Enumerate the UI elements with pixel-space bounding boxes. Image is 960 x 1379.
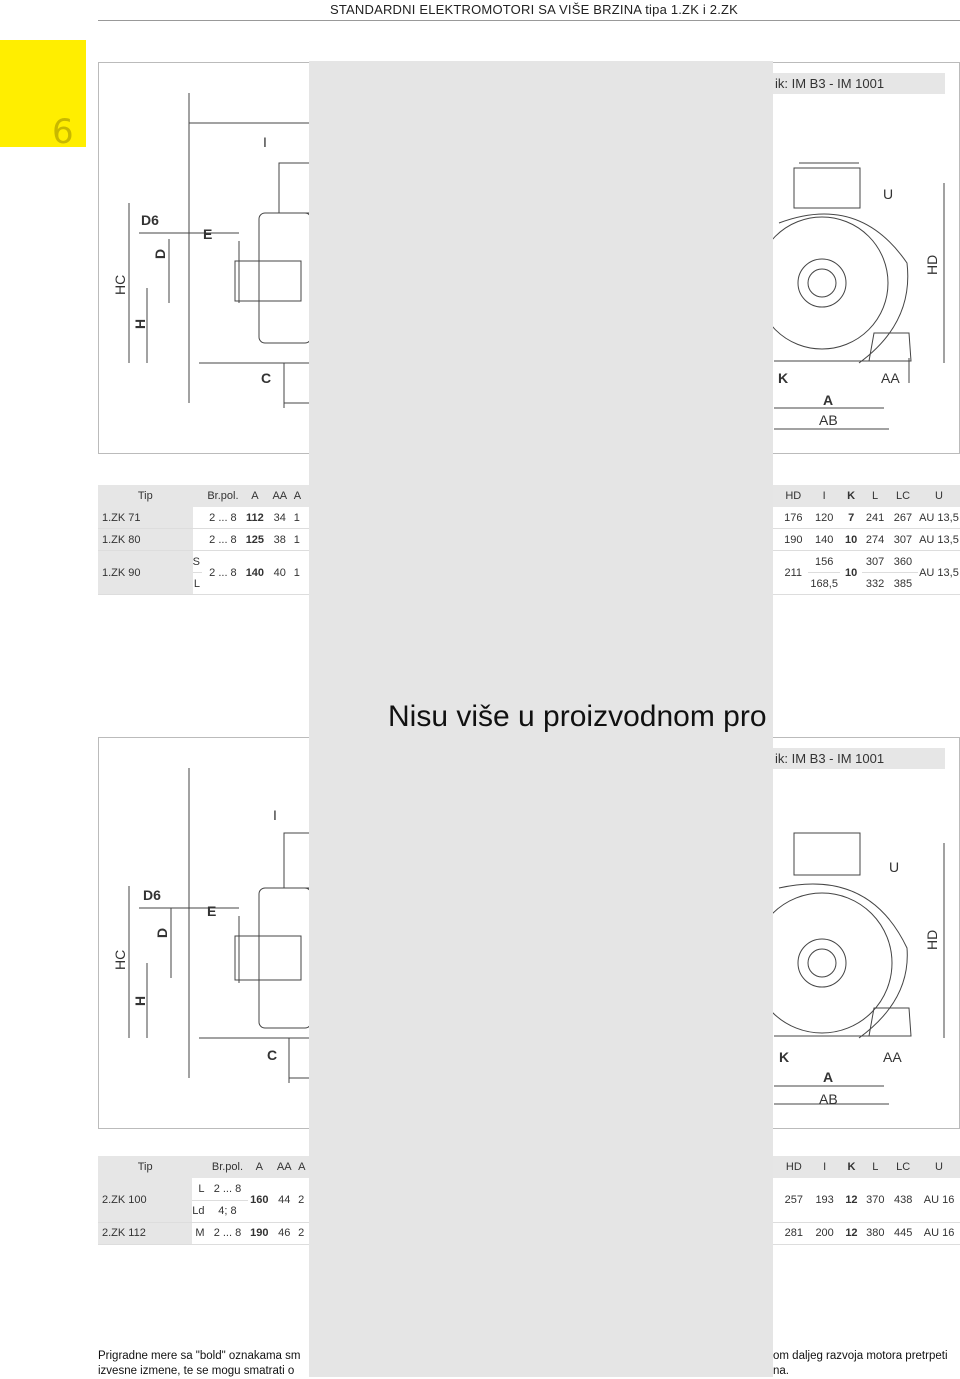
dim-HC: HC [112,274,128,295]
table-row: 1.ZK 71 2 ... 8 112 34 1 176 120 7 241 267 AU 13,5 [98,507,960,529]
dim-C: C [261,370,272,386]
dim-D6: D6 [143,887,161,903]
dim-AA: AA [881,370,900,386]
col-brpol: Br.pol. [202,485,244,507]
section-tab [0,40,86,152]
table-row: Ld 4; 8 [98,1200,960,1222]
col-a: A [244,485,266,507]
footer-left-line-1: Prigradne mere sa "bold" oznakama sm [98,1350,301,1362]
col-i: I [808,485,840,507]
dim-H: H [132,318,148,329]
col-lc: LC [888,485,918,507]
dim-I: I [273,807,277,823]
dim-I: I [263,134,267,150]
dim-U: U [883,186,894,202]
dim-HD: HD [924,254,940,275]
dim-AB: AB [819,412,838,428]
dim-E: E [207,903,217,919]
table-row: L 168,5 332 385 [98,573,960,595]
col-u: U [918,485,960,507]
dim-K: K [779,1049,790,1065]
col-frag: A [294,485,314,507]
footer-left-line-2: izvesne izmene, te se mogu smatrati o [98,1365,295,1377]
dim-U: U [889,859,900,875]
dim-AB: AB [819,1091,838,1107]
col-k: K [840,485,862,507]
footer-right-line-2: na. [773,1365,789,1377]
section-number: 6 [52,112,74,152]
mounting-band-2: ik: IM B3 - IM 1001 [771,748,945,769]
dim-D: D [154,927,170,938]
table-header-row: Tip Br.pol. A AA A HD I K L LC U [98,1156,960,1178]
dim-HC: HC [112,949,128,970]
dim-E: E [203,226,213,242]
dim-C: C [267,1047,278,1063]
col-hd: HD [778,485,808,507]
col-aa: AA [266,485,294,507]
dim-H: H [132,995,148,1006]
table-row: 1.ZK 90 S 2 ... 8 140 40 1 211 156 10 307 360 AU 13,5 [98,551,960,573]
dim-D: D [152,248,168,259]
page-header-title: STANDARDNI ELEKTROMOTORI SA VIŠE BRZINA tipa 1.ZK i 2.ZK [330,2,739,17]
col-l: L [862,485,888,507]
dim-HD: HD [924,929,940,950]
table-row: 1.ZK 80 2 ... 8 125 38 1 190 140 10 274 307 AU 13,5 [98,529,960,551]
header-rule [98,20,960,21]
col-tip: Tip [98,485,193,507]
dim-A: A [823,392,834,408]
footer-right-line-1: om daljeg razvoja motora pretrpeti [773,1350,948,1362]
dim-D6: D6 [141,212,159,228]
table-row: 2.ZK 112 M 2 ... 8 190 46 2 281 200 12 380 445 AU 16 [98,1222,960,1244]
mounting-band-1: ik: IM B3 - IM 1001 [771,73,945,94]
table-row: 2.ZK 100 L 2 ... 8 160 44 2 257 193 12 370 438 AU 16 [98,1178,960,1200]
dim-AA: AA [883,1049,902,1065]
dim-A: A [823,1069,834,1085]
discontinued-notice: Nisu više u proizvodnom pro [388,700,767,733]
dim-K: K [778,370,789,386]
